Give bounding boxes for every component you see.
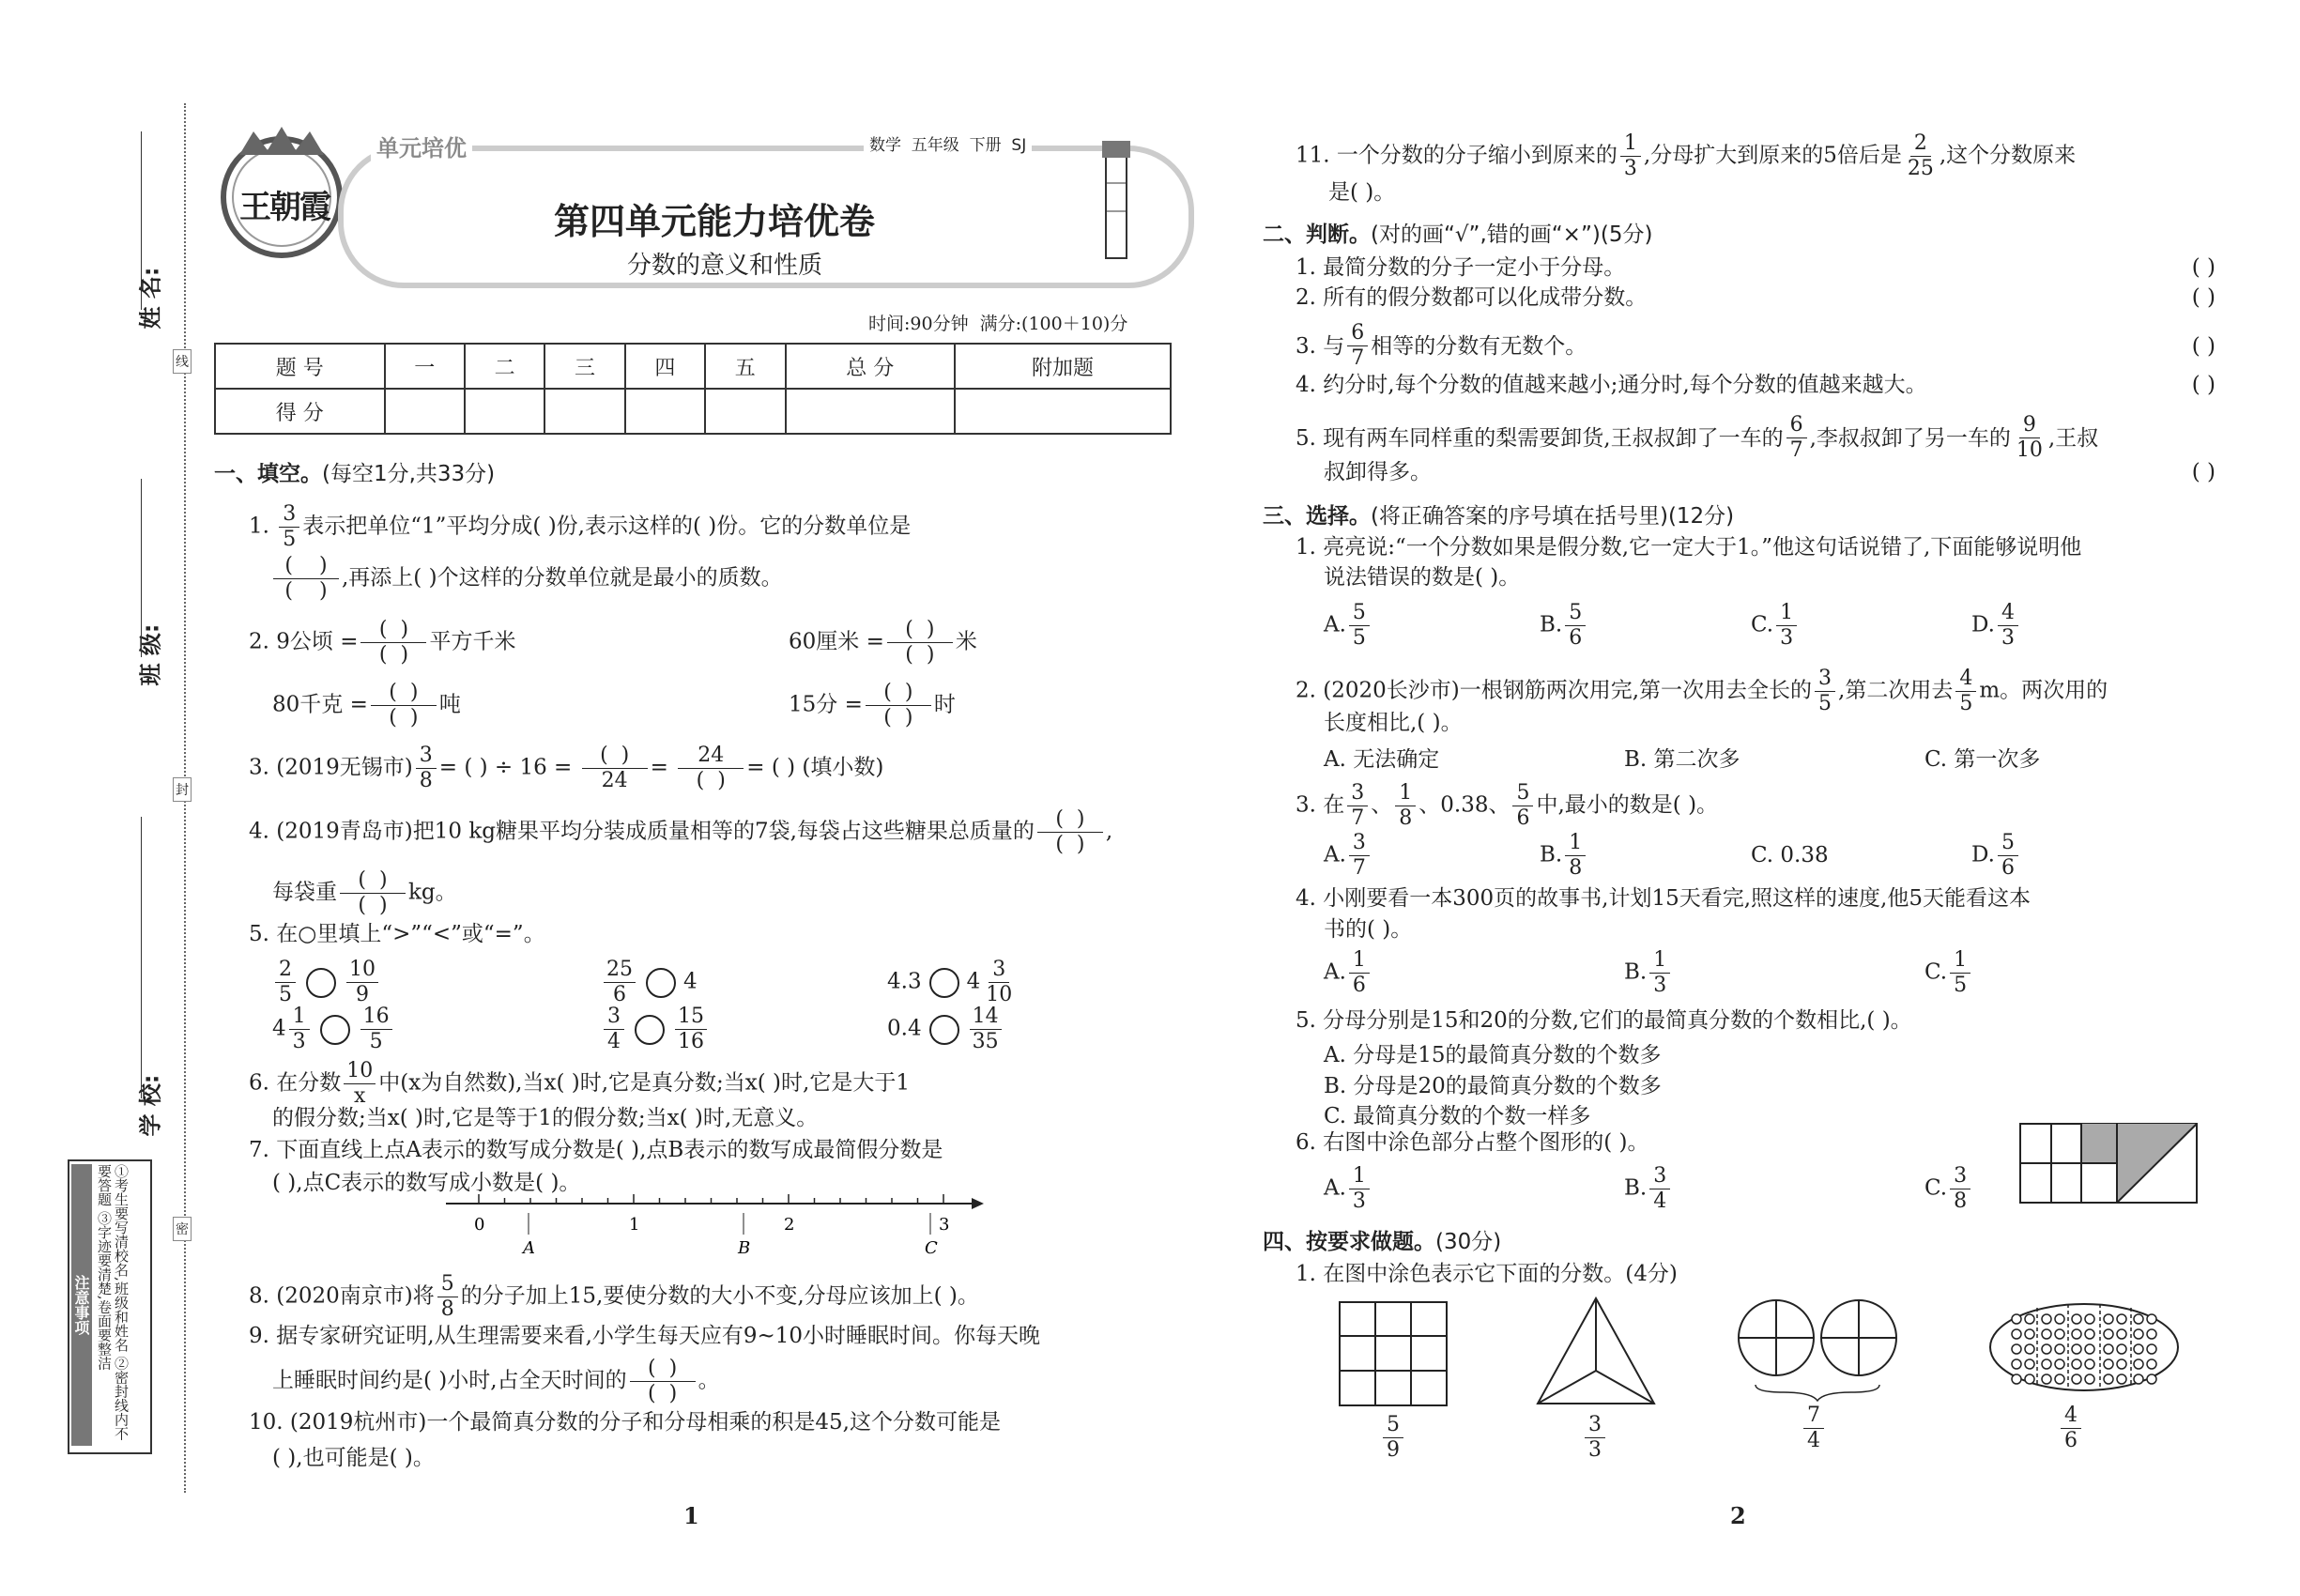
dot bbox=[2134, 1329, 2143, 1339]
triangle-figure[interactable] bbox=[1535, 1296, 1657, 1408]
choice-option[interactable]: A. $\frac{5}{5}$ bbox=[1324, 601, 1372, 651]
answer-paren[interactable]: ( ) bbox=[2191, 333, 2216, 359]
dot bbox=[2025, 1314, 2034, 1324]
score-cell[interactable] bbox=[465, 389, 544, 434]
choice-q1-line2: 说法错误的数是( )。 bbox=[1324, 565, 1521, 590]
score-cell[interactable] bbox=[705, 389, 785, 434]
notice-title: 注意事项 bbox=[71, 1164, 92, 1446]
judge-item: 5. 现有两车同样重的梨需要卸货,王叔叔卸了一车的 $\frac{6}{7}$ ,李叔叔卸了另一车的 $\frac{9}{10}$ ,王叔 bbox=[1296, 413, 2099, 462]
figure-fraction: $\frac{4}{6}$ bbox=[2058, 1404, 2084, 1453]
score-cell[interactable] bbox=[625, 389, 705, 434]
section2-heading: 二、判断。(对的画“√”,错的画“×”)(5分) bbox=[1263, 223, 1653, 247]
q5-item: 4 $\frac{1}{3}$ $\frac{16}{5}$ bbox=[272, 1005, 395, 1054]
dot bbox=[2117, 1344, 2126, 1354]
logo-text: 王朝霞 bbox=[239, 189, 330, 226]
q5-item: $\frac{2}{5}$ $\frac{10}{9}$ bbox=[272, 958, 381, 1007]
score-header-cell: 附加题 bbox=[955, 344, 1171, 389]
score-header-cell: 总 分 bbox=[786, 344, 956, 389]
q5-item: 0.4 $\frac{14}{35}$ bbox=[887, 1005, 1004, 1054]
dot bbox=[2117, 1329, 2126, 1339]
score-header-cell: 三 bbox=[544, 344, 624, 389]
score-header-cell: 一 bbox=[385, 344, 465, 389]
compare-circle[interactable] bbox=[929, 968, 959, 998]
q6-line2: 的假分数;当x( )时,它是等于1的假分数;当x( )时,无意义。 bbox=[272, 1106, 819, 1130]
subject-info: 数学 五年级 下册 SJ bbox=[864, 131, 1032, 155]
choice-option[interactable]: C. 最简真分数的个数一样多 bbox=[1324, 1104, 1591, 1128]
dot bbox=[2085, 1344, 2094, 1354]
point-label: C bbox=[925, 1238, 938, 1258]
dot bbox=[2025, 1374, 2034, 1384]
dot bbox=[2012, 1359, 2021, 1369]
lighthouse-icon bbox=[1087, 127, 1143, 268]
dot bbox=[2072, 1374, 2081, 1384]
dot bbox=[2072, 1314, 2081, 1324]
q2-line1: 2. 9公顷 = $\frac{( )}{( )}$ 平方千米 bbox=[249, 618, 516, 667]
choice-option[interactable]: C. 0.38 bbox=[1751, 843, 1829, 867]
series-tag: 单元培优 bbox=[371, 130, 472, 162]
page-number: 2 bbox=[1730, 1502, 1746, 1529]
grid-figure[interactable] bbox=[1338, 1300, 1450, 1408]
score-cell[interactable] bbox=[544, 389, 624, 434]
q8-line: 8. (2020南京市)将 $\frac{5}{8}$ 的分子加上15,要使分数的大小不变,分母应该加上( )。 bbox=[249, 1272, 979, 1321]
dot bbox=[2085, 1374, 2094, 1384]
score-header-cell: 题 号 bbox=[215, 344, 385, 389]
seal-mi: 密 bbox=[173, 1217, 192, 1241]
q5-item: $\frac{25}{6}$ 4 bbox=[601, 958, 698, 1007]
choice-option[interactable]: B. 分母是20的最简真分数的个数多 bbox=[1324, 1074, 1662, 1098]
compare-circle[interactable] bbox=[306, 968, 336, 998]
q7-line2: ( ),点C表示的数写成小数是( )。 bbox=[272, 1171, 581, 1195]
dot bbox=[2104, 1314, 2113, 1324]
dot bbox=[2104, 1374, 2113, 1384]
page-title: 第四单元能力培优卷 bbox=[554, 201, 876, 242]
choice-q5-line: 5. 分母分别是15和20的分数,它们的最简真分数的个数相比,( )。 bbox=[1296, 1008, 1912, 1033]
figure-fraction: $\frac{3}{3}$ bbox=[1582, 1413, 1608, 1463]
choice-q1-line1: 1. 亮亮说:“一个分数如果是假分数,它一定大于1。”他这句话说错了,下面能够说明他 bbox=[1296, 535, 2082, 560]
seal-xian: 线 bbox=[173, 349, 192, 374]
dot bbox=[2055, 1344, 2064, 1354]
dot bbox=[2055, 1314, 2064, 1324]
school-underline bbox=[141, 817, 142, 1098]
choice-option[interactable]: B. $\frac{1}{8}$ bbox=[1540, 831, 1588, 881]
dot bbox=[2085, 1314, 2094, 1324]
choice-option[interactable]: A. $\frac{1}{3}$ bbox=[1324, 1164, 1372, 1214]
choice-q2-line2: 长度相比,( )。 bbox=[1324, 711, 1463, 735]
figure-fraction: $\frac{5}{9}$ bbox=[1380, 1413, 1406, 1463]
school-label: 学 校: bbox=[137, 1074, 164, 1137]
number-line bbox=[441, 1192, 986, 1258]
notice-text: ①考生要写清校名,班级和姓名 ②密封线内不要答题 ③字迹要清楚,卷面要整洁 bbox=[96, 1164, 130, 1441]
choice-option[interactable]: A. $\frac{3}{7}$ bbox=[1324, 831, 1372, 881]
q11-line2: 是( )。 bbox=[1328, 180, 1396, 205]
dot bbox=[2072, 1359, 2081, 1369]
judge-item: 1. 最简分数的分子一定小于分母。 ( ) bbox=[1296, 255, 2216, 280]
dot bbox=[2042, 1344, 2051, 1354]
dot bbox=[2055, 1359, 2064, 1369]
q10-line1: 10. (2019杭州市)一个最简真分数的分子和分母相乘的积是45,这个分数可能是 bbox=[249, 1410, 1001, 1435]
class-underline bbox=[141, 479, 142, 657]
choice-option[interactable]: B. $\frac{5}{6}$ bbox=[1540, 601, 1588, 651]
q6-line1: 6. 在分数 $\frac{10}{x}$ 中(x为自然数),当x( )时,它是真分数;当x( )时,它是大于1 bbox=[249, 1059, 910, 1108]
score-cell[interactable] bbox=[385, 389, 465, 434]
choice-option[interactable]: C. $\frac{1}{3}$ bbox=[1751, 601, 1800, 651]
choice-option[interactable]: B. $\frac{3}{4}$ bbox=[1624, 1164, 1673, 1214]
choice-option[interactable]: C. 第一次多 bbox=[1924, 747, 2041, 772]
choice-q6-line: 6. 右图中涂色部分占整个图形的( )。 bbox=[1296, 1130, 1649, 1155]
judge-item-cont: 叔卸得多。 ( ) bbox=[1324, 460, 2216, 484]
figure-fraction: $\frac{7}{4}$ bbox=[1801, 1404, 1827, 1453]
dot bbox=[2072, 1329, 2081, 1339]
q7-line1: 7. 下面直线上点A表示的数写成分数是( ),点B表示的数写成最简假分数是 bbox=[249, 1138, 943, 1162]
point-label: B bbox=[738, 1238, 751, 1258]
compare-circle[interactable] bbox=[646, 968, 676, 998]
dot bbox=[2042, 1359, 2051, 1369]
q2-line1b: 60厘米 = $\frac{( )}{( )}$ 米 bbox=[789, 618, 977, 667]
judge-item: 2. 所有的假分数都可以化成带分数。 ( ) bbox=[1296, 285, 2216, 310]
oval-dots-figure[interactable] bbox=[1986, 1300, 2183, 1404]
compare-circle[interactable] bbox=[929, 1015, 959, 1045]
section3-heading: 三、选择。(将正确答案的序号填在括号里)(12分) bbox=[1263, 504, 1735, 529]
q9-line1: 9. 据专家研究证明,从生理需要来看,小学生每天应有9~10小时睡眠时间。你每天晚 bbox=[249, 1324, 1041, 1348]
dot bbox=[2134, 1344, 2143, 1354]
dot bbox=[2104, 1329, 2113, 1339]
score-cell[interactable] bbox=[955, 389, 1171, 434]
dot bbox=[2025, 1359, 2034, 1369]
dot bbox=[2072, 1344, 2081, 1354]
dot bbox=[2134, 1374, 2143, 1384]
q9-line2: 上睡眠时间约是( )小时,占全天时间的 $\frac{( )}{( )}$ 。 bbox=[272, 1357, 720, 1405]
choice-q2-line1: 2. (2020长沙市)一根钢筋两次用完,第一次用去全长的 $\frac{3}{5}$ ,第二次用去 $\frac{4}{5}$ m。两次用的 bbox=[1296, 667, 2108, 715]
choice-q4-line2: 书的( )。 bbox=[1324, 917, 1413, 942]
score-table bbox=[214, 343, 1172, 435]
compare-circle[interactable] bbox=[635, 1015, 665, 1045]
q5-item: $\frac{3}{4}$ $\frac{15}{16}$ bbox=[601, 1005, 710, 1054]
dot bbox=[2085, 1329, 2094, 1339]
q5-heading: 5. 在○里填上“>”“<”或“=”。 bbox=[249, 922, 545, 946]
dot bbox=[2025, 1344, 2034, 1354]
dot bbox=[2117, 1374, 2126, 1384]
dot bbox=[2025, 1329, 2034, 1339]
q2-line2: 80千克 = $\frac{( )}{( )}$ 吨 bbox=[272, 681, 461, 729]
dot bbox=[2055, 1374, 2064, 1384]
score-header-cell: 二 bbox=[465, 344, 544, 389]
answer-paren[interactable]: ( ) bbox=[2191, 373, 2216, 397]
page-number: 1 bbox=[683, 1502, 699, 1529]
point-label: A bbox=[523, 1238, 535, 1258]
judge-item: 4. 约分时,每个分数的值越来越小;通分时,每个分数的值越来越大。 ( ) bbox=[1296, 373, 2216, 397]
dot bbox=[2117, 1359, 2126, 1369]
class-label: 班 级: bbox=[137, 623, 164, 686]
page-subtitle: 分数的意义和性质 bbox=[620, 246, 830, 281]
dot bbox=[2012, 1329, 2021, 1339]
dot bbox=[2042, 1329, 2051, 1339]
choice-option[interactable]: A. $\frac{1}{6}$ bbox=[1324, 948, 1372, 998]
dot bbox=[2012, 1344, 2021, 1354]
q1-line2: $\frac{( )}{( )}$ ,再添上( )个这样的分数单位就是最小的质数。 bbox=[270, 554, 783, 604]
dot bbox=[2055, 1329, 2064, 1339]
score-cell[interactable] bbox=[786, 389, 956, 434]
q4-line1: 4. (2019青岛市)把10 kg糖果平均分装成质量相等的7袋,每袋占这些糖果总质量的 $\frac{( )}{( )}$ , bbox=[249, 807, 1113, 856]
q5-item: 4.3 4 $\frac{3}{10}$ bbox=[887, 958, 1013, 1006]
choice-option[interactable]: A. 无法确定 bbox=[1324, 747, 1440, 772]
choice-option[interactable]: C. $\frac{3}{8}$ bbox=[1924, 1164, 1973, 1214]
choice-q4-line1: 4. 小刚要看一本300页的故事书,计划15天看完,照这样的速度,他5天能看这本 bbox=[1296, 886, 2031, 911]
choice-option[interactable]: D. $\frac{4}{3}$ bbox=[1971, 601, 2021, 651]
q3-line: 3. (2019无锡市) $\frac{3}{8}$ = ( ) ÷ 16 = $\frac{( )}{24}$ = $\frac{24}{( )}$ = ( ) (填小数) bbox=[249, 744, 884, 792]
dot bbox=[2042, 1374, 2051, 1384]
dot bbox=[2117, 1314, 2126, 1324]
seal-feng: 封 bbox=[173, 777, 192, 802]
q10-line2: ( ),也可能是( )。 bbox=[272, 1446, 435, 1470]
dot bbox=[2042, 1314, 2051, 1324]
q11-line1: 11. 一个分数的分子缩小到原来的 $\frac{1}{3}$ ,分母扩大到原来的5倍后是 $\frac{2}{25}$ ,这个分数原来 bbox=[1296, 131, 2077, 180]
score-header-cell: 四 bbox=[625, 344, 705, 389]
judge-item: 3. 与 $\frac{6}{7}$ 相等的分数有无数个。 ( ) bbox=[1296, 321, 2216, 370]
choice-option[interactable]: D. $\frac{5}{6}$ bbox=[1971, 831, 2021, 881]
dot bbox=[2012, 1314, 2021, 1324]
dot bbox=[2104, 1359, 2113, 1369]
tick-label: 0 bbox=[474, 1215, 485, 1235]
shaded-figure bbox=[2018, 1122, 2201, 1206]
dot bbox=[2147, 1374, 2156, 1384]
section1-heading: 一、填空。(每空1分,共33分) bbox=[214, 462, 496, 486]
dot bbox=[2134, 1314, 2143, 1324]
dot bbox=[2147, 1329, 2156, 1339]
q2-line2b: 15分 = $\frac{( )}{( )}$ 时 bbox=[789, 681, 956, 729]
score-row-label: 得 分 bbox=[215, 389, 385, 434]
score-header-cell: 五 bbox=[705, 344, 785, 389]
dot bbox=[2147, 1359, 2156, 1369]
dot bbox=[2147, 1344, 2156, 1354]
tick-label: 1 bbox=[629, 1215, 640, 1235]
choice-option[interactable]: B. 第二次多 bbox=[1624, 747, 1740, 772]
name-underline bbox=[141, 131, 142, 310]
circles-figure[interactable] bbox=[1737, 1296, 1901, 1404]
q4-line2: 每袋重 $\frac{( )}{( )}$ kg。 bbox=[272, 868, 457, 917]
dot bbox=[2012, 1374, 2021, 1384]
answer-paren[interactable]: ( ) bbox=[2191, 255, 2216, 280]
s4-q1-line: 1. 在图中涂色表示它下面的分数。(4分) bbox=[1296, 1262, 1678, 1286]
q1-line1: 1. $\frac{3}{5}$ 表示把单位“1”平均分成( )份,表示这样的( )份。它的分数单位是 bbox=[249, 502, 912, 551]
tick-label: 2 bbox=[784, 1215, 795, 1235]
choice-option[interactable]: C. $\frac{1}{5}$ bbox=[1924, 948, 1973, 998]
choice-q3-line: 3. 在 $\frac{3}{7}$ 、 $\frac{1}{8}$ 、0.38、 $\frac{5}{6}$ 中,最小的数是( )。 bbox=[1296, 781, 1719, 830]
exam-meta: 时间:90分钟 满分:(100＋10)分 bbox=[868, 314, 1128, 334]
name-label: 姓 名: bbox=[137, 267, 164, 330]
choice-option[interactable]: A. 分母是15的最简真分数的个数多 bbox=[1324, 1043, 1662, 1067]
dot bbox=[2085, 1359, 2094, 1369]
section4-heading: 四、按要求做题。(30分) bbox=[1263, 1230, 1502, 1254]
tick-label: 3 bbox=[939, 1215, 950, 1235]
dot bbox=[2104, 1344, 2113, 1354]
answer-paren[interactable]: ( ) bbox=[2191, 460, 2216, 484]
dot bbox=[2134, 1359, 2143, 1369]
answer-paren[interactable]: ( ) bbox=[2191, 285, 2216, 310]
dot bbox=[2147, 1314, 2156, 1324]
choice-option[interactable]: B. $\frac{1}{3}$ bbox=[1624, 948, 1673, 998]
compare-circle[interactable] bbox=[320, 1015, 350, 1045]
